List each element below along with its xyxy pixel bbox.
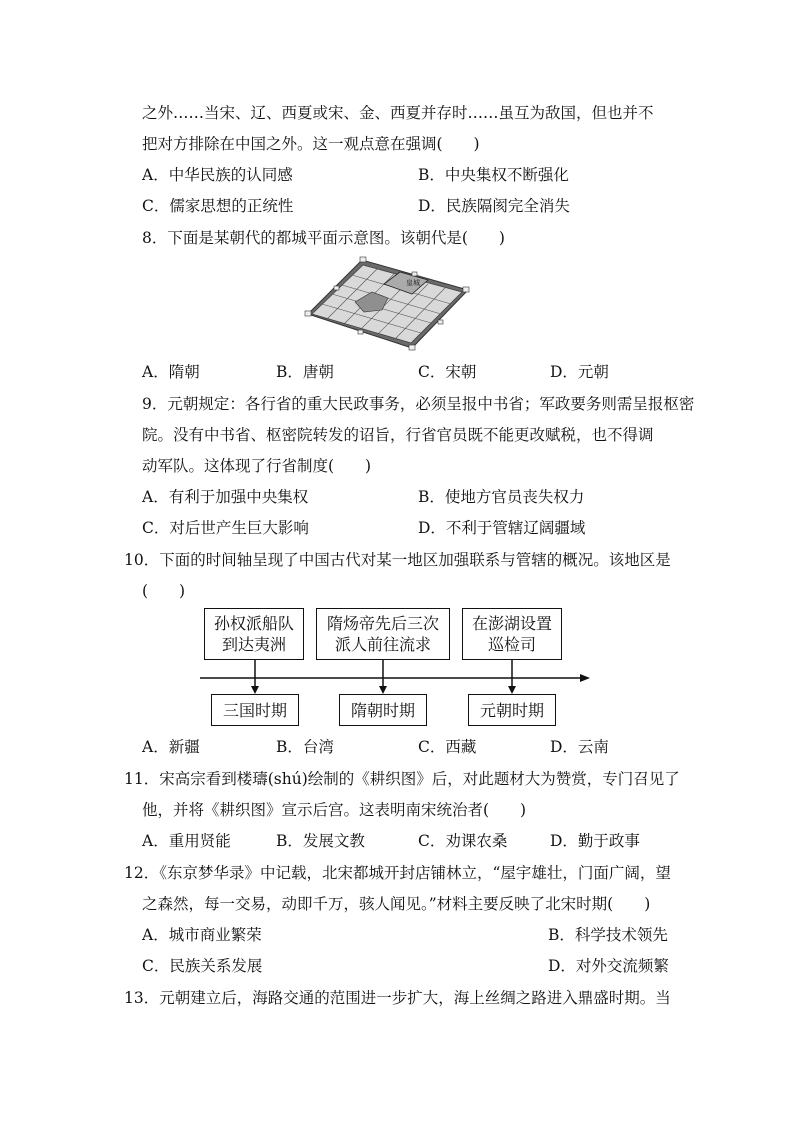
q8-option-c[interactable]: C．宋朝 <box>418 363 477 381</box>
timeline-period-1: 三国时期 <box>211 694 299 726</box>
q7-option-a[interactable]: A．中华民族的认同感 <box>142 166 293 184</box>
q9-option-a[interactable]: A．有利于加强中央集权 <box>142 488 309 506</box>
q11-option-a[interactable]: A．重用贤能 <box>142 832 231 850</box>
timeline-event-1-line2: 到达夷洲 <box>221 635 286 654</box>
q12-option-a[interactable]: A．城市商业繁荣 <box>142 926 262 944</box>
timeline-event-2 <box>316 608 450 660</box>
q10-option-b[interactable]: B．台湾 <box>276 738 334 756</box>
timeline-event-3-line1: 在澎湖设置 <box>471 614 552 633</box>
q7-text-line1: 之外……当宋、辽、西夏或宋、金、西夏并存时……虽互为敌国，但也并不 <box>142 104 654 122</box>
timeline-event-1 <box>204 608 304 660</box>
timeline-event-2-line2: 派人前往流求 <box>334 635 431 654</box>
q10-text-line1: 10．下面的时间轴呈现了中国古代对某一地区加强联系与管辖的概况。该地区是 <box>124 551 671 569</box>
q8-stem: 8．下面是某朝代的都城平面示意图。该朝代是( ) <box>142 229 505 247</box>
q7-option-c[interactable]: C．儒家思想的正统性 <box>142 197 294 215</box>
q9-option-c[interactable]: C．对后世产生巨大影响 <box>142 519 309 537</box>
q9-text-line2: 院。没有中书省、枢密院转发的诏旨，行省官员既不能更改赋税，也不得调 <box>142 426 654 444</box>
q7-option-b[interactable]: B．中央集权不断强化 <box>418 166 569 184</box>
timeline-period-3: 元朝时期 <box>468 694 556 726</box>
timeline-event-2-line1: 隋炀帝先后三次 <box>326 614 439 633</box>
q12-option-d[interactable]: D．对外交流频繁 <box>548 957 669 975</box>
q12-option-c[interactable]: C．民族关系发展 <box>142 957 263 975</box>
q10-option-d[interactable]: D．云南 <box>550 738 609 756</box>
q11-text-line2: 他，并将《耕织图》宣示后宫。这表明南宋统治者( ) <box>142 801 527 819</box>
q11-option-c[interactable]: C．劝课农桑 <box>418 832 508 850</box>
q12-text-line1: 12．《东京梦华录》中记载，北宋都城开封店铺林立，“屋宇雄壮，门面广阔，望 <box>124 864 671 882</box>
q11-text-line1: 11．宋高宗看到楼璹(shú)绘制的《耕织图》后，对此题材大为赞赏，专门召见了 <box>124 770 680 788</box>
q8-option-b[interactable]: B．唐朝 <box>276 363 334 381</box>
timeline-event-1-line1: 孙权派船队 <box>213 614 294 633</box>
timeline-axis <box>190 658 600 698</box>
q9-text-line3: 动军队。这体现了行省制度( ) <box>142 457 372 475</box>
q9-text-line1: 9．元朝规定：各行省的重大民政事务，必须呈报中书省；军政要务则需呈报枢密 <box>142 395 695 413</box>
q11-option-b[interactable]: B．发展文教 <box>276 832 365 850</box>
q12-option-b[interactable]: B．科学技术领先 <box>548 926 668 944</box>
q10-option-a[interactable]: A．新疆 <box>142 738 200 756</box>
q7-text-line2: 把对方排除在中国之外。这一观点意在强调( ) <box>142 135 480 153</box>
q8-option-a[interactable]: A．隋朝 <box>142 363 200 381</box>
q7-option-d[interactable]: D．民族隔阂完全消失 <box>418 197 570 215</box>
map-label: 皇城 <box>406 279 420 287</box>
q11-option-d[interactable]: D．勤于政事 <box>550 832 640 850</box>
timeline-event-3-line2: 巡检司 <box>487 635 536 654</box>
capital-city-plan-image <box>300 252 470 352</box>
q10-option-c[interactable]: C．西藏 <box>418 738 477 756</box>
q10-text-line2: ( ) <box>142 582 186 600</box>
q12-text-line2: 之森然，每一交易，动即千万，骇人闻见。”材料主要反映了北宋时期( ) <box>142 895 651 913</box>
timeline-event-3 <box>462 608 562 660</box>
q8-option-d[interactable]: D．元朝 <box>550 363 609 381</box>
timeline-period-2: 隋朝时期 <box>339 694 427 726</box>
q13-text-line1: 13．元朝建立后，海路交通的范围进一步扩大，海上丝绸之路进入鼎盛时期。当 <box>124 989 671 1007</box>
q9-option-d[interactable]: D．不利于管辖辽阔疆域 <box>418 519 586 537</box>
q9-option-b[interactable]: B．使地方官员丧失权力 <box>418 488 585 506</box>
